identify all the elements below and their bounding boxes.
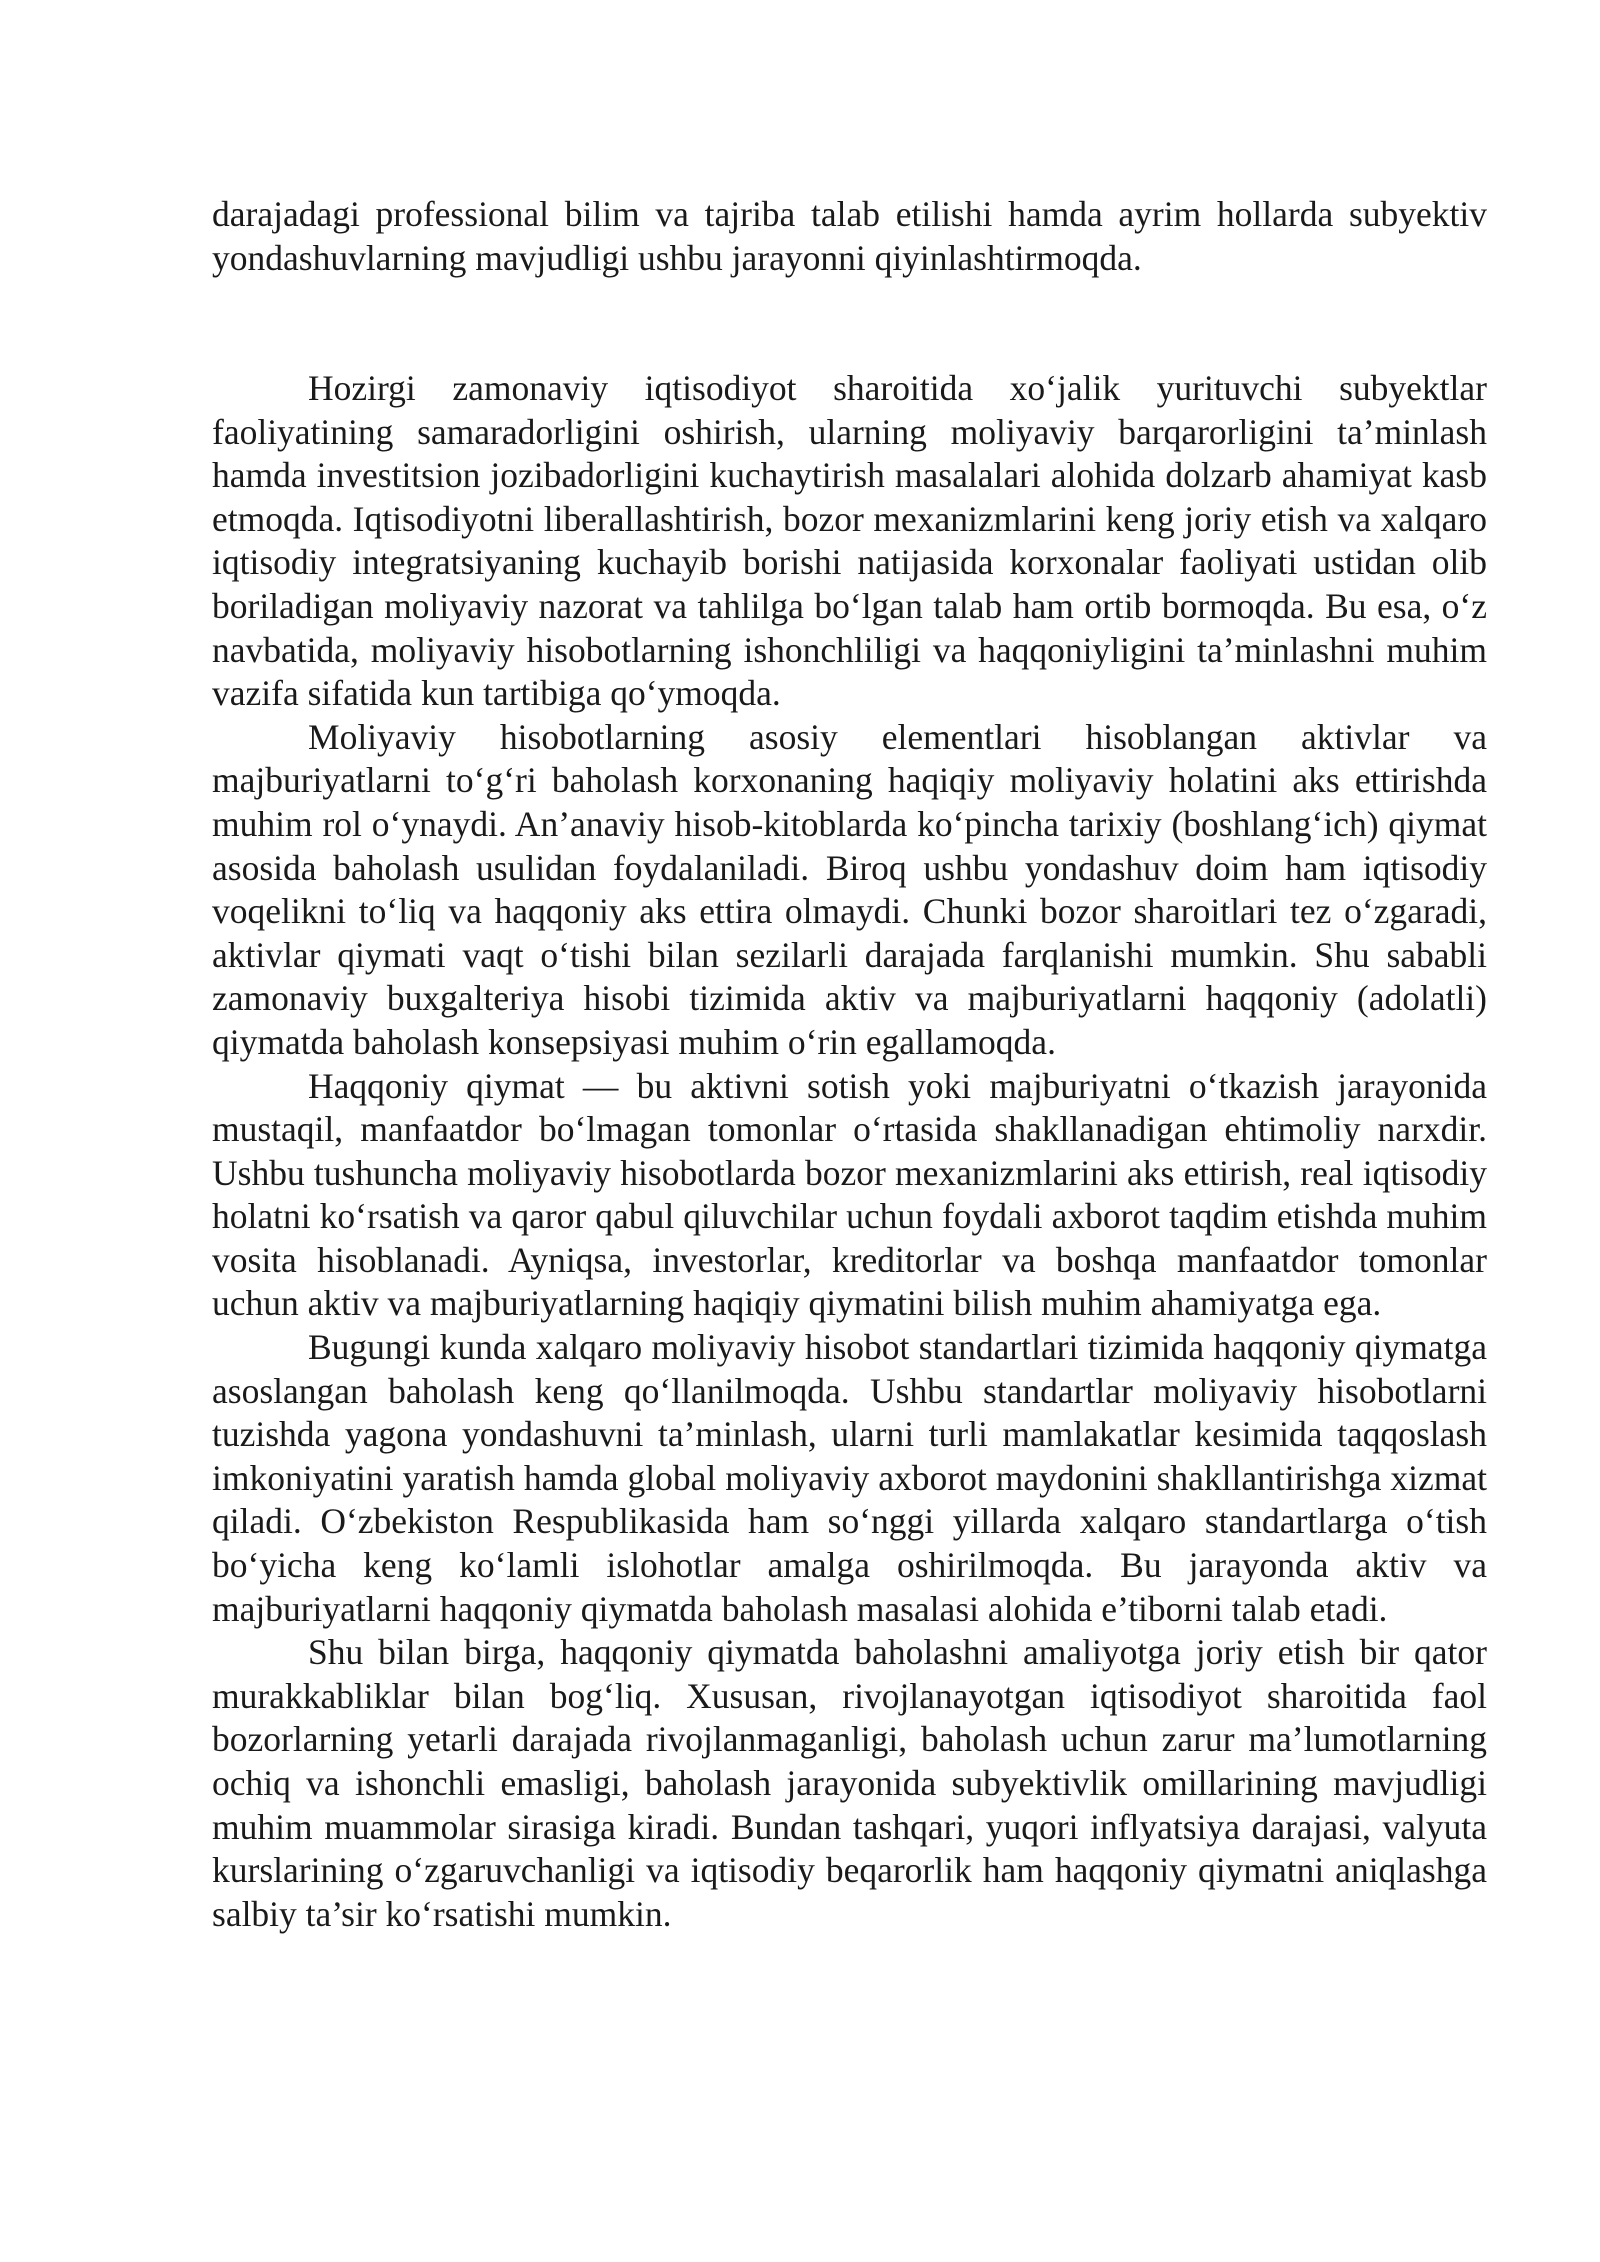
intro-text-block [212,193,1487,280]
continuation-paragraph: darajadagi professional bilim va tajriba talab etilishi hamda ayrim hollarda subyektiv yondashuvlarning mavjudligi ushbu jarayonni qiyinlashtirmoqda. [212,194,1487,278]
paragraph-1: Hozirgi zamonaviy iqtisodiyot sharoitida xo‘jalik yurituvchi subyektlar faoliyatining samaradorligini oshirish, ularning moliyaviy barqarorligini ta’minlash hamda investitsion jozibadorligini kuchaytirish masalalari alohida dolzarb ahamiyat kasb etmoqda. Iqtisodiyotni liberallashtirish, bozor mexanizmlarini keng joriy etish va xalqaro iqtisodiy integratsiyaning kuchayib borishi natijasida korxonalar faoliyati ustidan olib boriladigan moliyaviy nazorat va tahlilga bo‘lgan talab ham ortib bormoqda. Bu esa, o‘z navbatida, moliyaviy hisobotlarning ishonchliligi va haqqoniyligini ta’minlashni muhim vazifa sifatida kun tartibiga qo‘ymoqda. [212,368,1487,714]
main-text-block [212,367,1487,1936]
paragraph-4: Bugungi kunda xalqaro moliyaviy hisobot standartlari tizimida haqqoniy qiymatga asoslangan baholash keng qo‘llanilmoqda. Ushbu standartlar moliyaviy hisobotlarni tuzishda yagona yondashuvni ta’minlash, ularni turli mamlakatlar kesimida taqqoslash imkoniyatini yaratish hamda global moliyaviy axborot maydonini shakllantirishga xizmat qiladi. O‘zbekiston Respublikasida ham so‘nggi yillarda xalqaro standartlarga o‘tish bo‘yicha keng ko‘lamli islohotlar amalga oshirilmoqda. Bu jarayonda aktiv va majburiyatlarni haqqoniy qiymatda baholash masalasi alohida e’tiborni talab etadi. [212,1327,1487,1629]
paragraph-5: Shu bilan birga, haqqoniy qiymatda baholashni amaliyotga joriy etish bir qator murakkabliklar bilan bog‘liq. Xususan, rivojlanayotgan iqtisodiyot sharoitida faol bozorlarning yetarli darajada rivojlanmaganligi, baholash uchun zarur ma’lumotlarning ochiq va ishonchli emasligi, baholash jarayonida subyektivlik omillarining mavjudligi muhim muammolar sirasiga kiradi. Bundan tashqari, yuqori inflyatsiya darajasi, valyuta kurslarining o‘zgaruvchanligi va iqtisodiy beqarorlik ham haqqoniy qiymatni aniqlashga salbiy ta’sir ko‘rsatishi mumkin. [212,1632,1487,1934]
paragraph-3: Haqqoniy qiymat — bu aktivni sotish yoki majburiyatni o‘tkazish jarayonida mustaqil, manfaatdor bo‘lmagan tomonlar o‘rtasida shakllanadigan ehtimoliy narxdir. Ushbu tushuncha moliyaviy hisobotlarda bozor mexanizmlarini aks ettirish, real iqtisodiy holatni ko‘rsatish va qaror qabul qiluvchilar uchun foydali axborot taqdim etishda muhim vosita hisoblanadi. Ayniqsa, investorlar, kreditorlar va boshqa manfaatdor tomonlar uchun aktiv va majburiyatlarning haqiqiy qiymatini bilish muhim ahamiyatga ega. [212,1065,1487,1324]
paragraph-2: Moliyaviy hisobotlarning asosiy elementlari hisoblangan aktivlar va majburiyatlarni to‘g‘ri baholash korxonaning haqiqiy moliyaviy holatini aks ettirishda muhim rol o‘ynaydi. An’anaviy hisob-kitoblarda ko‘pincha tarixiy (boshlang‘ich) qiymat asosida baholash usulidan foydalaniladi. Biroq ushbu yondashuv doim ham iqtisodiy voqelikni to‘liq va haqqoniy aks ettira olmaydi. Chunki bozor sharoitlari tez o‘zgaradi, aktivlar qiymati vaqt o‘tishi bilan sezilarli darajada farqlanishi mumkin. Shu sababli zamonaviy buxgalteriya hisobi tizimida aktiv va majburiyatlarni haqqoniy (adolatli) qiymatda baholash konsepsiyasi muhim o‘rin egallamoqda. [212,716,1487,1062]
